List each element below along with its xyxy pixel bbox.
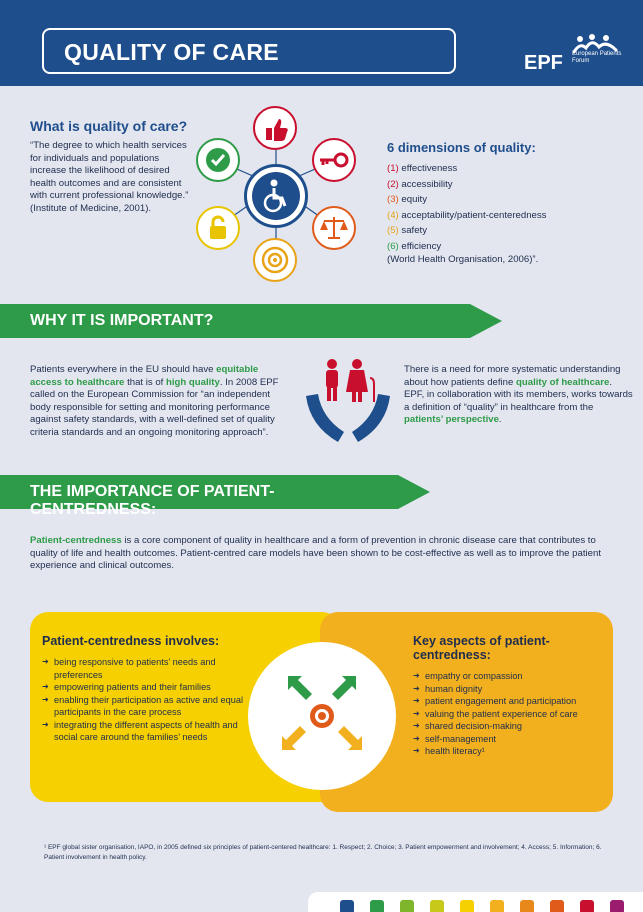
why-left-p1: Patients everywhere in the EU should have [30,364,217,375]
dimension-number: (5) [387,225,399,236]
dimension-item [387,177,627,193]
dimensions-source: (World Health Organisation, 2006)”. [387,254,539,265]
list-item: ➜ human dignity [413,683,613,696]
dimension-label: equity [401,194,428,205]
list-item: ➜ self-management [413,733,613,746]
color-square [550,900,564,912]
why-left-text [30,364,292,440]
logo-text: EPF [524,52,563,74]
epf-logo [524,34,624,84]
list-item: ➜ being responsive to patients’ needs and preferences [42,656,252,681]
target-icon [253,238,297,282]
color-square [400,900,414,912]
centred-text [30,535,620,573]
color-square [520,900,534,912]
hands-patients-icon [302,356,394,448]
color-square [580,900,594,912]
why-right-hl1: quality of healthcare [516,376,610,388]
why-left-p3: . In 2008 EPF called on the European Commission for “an independent body responsible for setting and monitoring performance against safety standards, with a well-defined set of quality criteria standards and an ongoing monitoring approach”. [30,376,279,438]
involves-heading: Patient-centredness involves: [42,634,220,648]
dimensions-items [387,161,627,254]
aspects-heading: Key aspects of patient-centredness: [413,634,550,662]
list-item: ➜ health literacy¹ [413,745,613,758]
involves-list [42,656,252,744]
footnote: ¹ EPF global sister organisation, IAPO, in 2005 defined six principles of patient-centered healthcare: 1. Respect; 2. Choice; 3. Patient empowerment and involvement; 4. Access; 5. Information; 6. Patient involvement in health policy. [44,844,602,861]
dimension-item [387,192,627,208]
aspects-list [413,670,613,758]
why-right-p1: There is a need for more systematic understanding about how patients define [404,364,621,388]
padlock-icon [196,206,240,250]
color-square [490,900,504,912]
list-item: ➜ empowering patients and their families [42,681,252,694]
checkmark-icon [196,138,240,182]
why-right-text [404,364,634,427]
what-quote: “The degree to which health services for individuals and populations increase the likelihood of desired health outcomes and are consistent with current professional knowledge.” (Institute of Medicine, 2001). [30,140,189,214]
color-square [340,900,354,912]
title-box [42,28,456,74]
wheelchair-icon [244,164,308,228]
dimensions-list [387,140,627,267]
why-banner-title: WHY IT IS IMPORTANT? [30,312,214,329]
key-icon [312,138,356,182]
list-item: ➜ enabling their participation as active and equal participants in the care process [42,694,252,719]
dimension-item [387,239,627,255]
why-right-p3: . [498,414,502,426]
centred-banner [0,475,398,518]
page-title: QUALITY OF CARE [64,39,279,65]
dimension-label: efficiency [401,240,442,252]
dimension-label: acceptability/patient-centeredness [401,209,547,221]
dimension-label: accessibility [401,178,453,190]
why-right-hl2: patients’ perspective [404,414,499,426]
list-item: ➜ integrating the different aspects of health and social care around the families’ needs [42,719,252,744]
color-square [460,900,474,912]
centred-hl: Patient-centredness [30,535,122,546]
why-left-hl2: high quality [166,376,220,388]
dimensions-heading: 6 dimensions of quality: [387,140,536,155]
list-item: ➜ valuing the patient experience of care [413,708,613,721]
logo-subtitle: European Patients Forum [572,51,622,64]
header-bar [0,0,643,86]
center-circle [248,642,396,790]
dimension-number: (2) [387,178,399,190]
thumbs-up-icon [253,106,297,150]
why-left-p2: that is of [124,376,166,388]
color-square [610,900,624,912]
why-right-p2: . EPF, in collaboration with its members, works towards a definition of “quality” in healthcare from the [404,376,633,413]
dimension-number: (6) [387,240,399,252]
scales-icon [312,206,356,250]
dimension-number: (3) [387,194,399,205]
why-banner [0,304,470,338]
dimension-number: (1) [387,163,399,174]
centred-body: is a core component of quality in healthcare and a form of prevention in chronic disease care that contributes to quality of life and health outcomes. Patient-centred care models have been shown to be cost-effective as well as to improve the patient experience and clinical outcomes. [30,535,601,572]
dimension-label: effectiveness [401,163,458,174]
centred-banner-title: THE IMPORTANCE OF PATIENT-CENTREDNESS: [30,483,275,518]
list-item: ➜ empathy or compassion [413,670,613,683]
why-left-hl1: equitable access to healthcare [30,364,259,388]
color-square [430,900,444,912]
dimension-item [387,223,627,239]
dimension-number: (4) [387,209,399,221]
list-item: ➜ patient engagement and participation [413,695,613,708]
what-heading: What is quality of care? [30,118,188,134]
list-item: ➜ shared decision-making [413,720,613,733]
dimension-label: safety [401,225,428,236]
dimension-item [387,161,627,177]
color-square [370,900,384,912]
converging-arrows-icon [248,642,396,790]
dimension-item [387,208,627,224]
